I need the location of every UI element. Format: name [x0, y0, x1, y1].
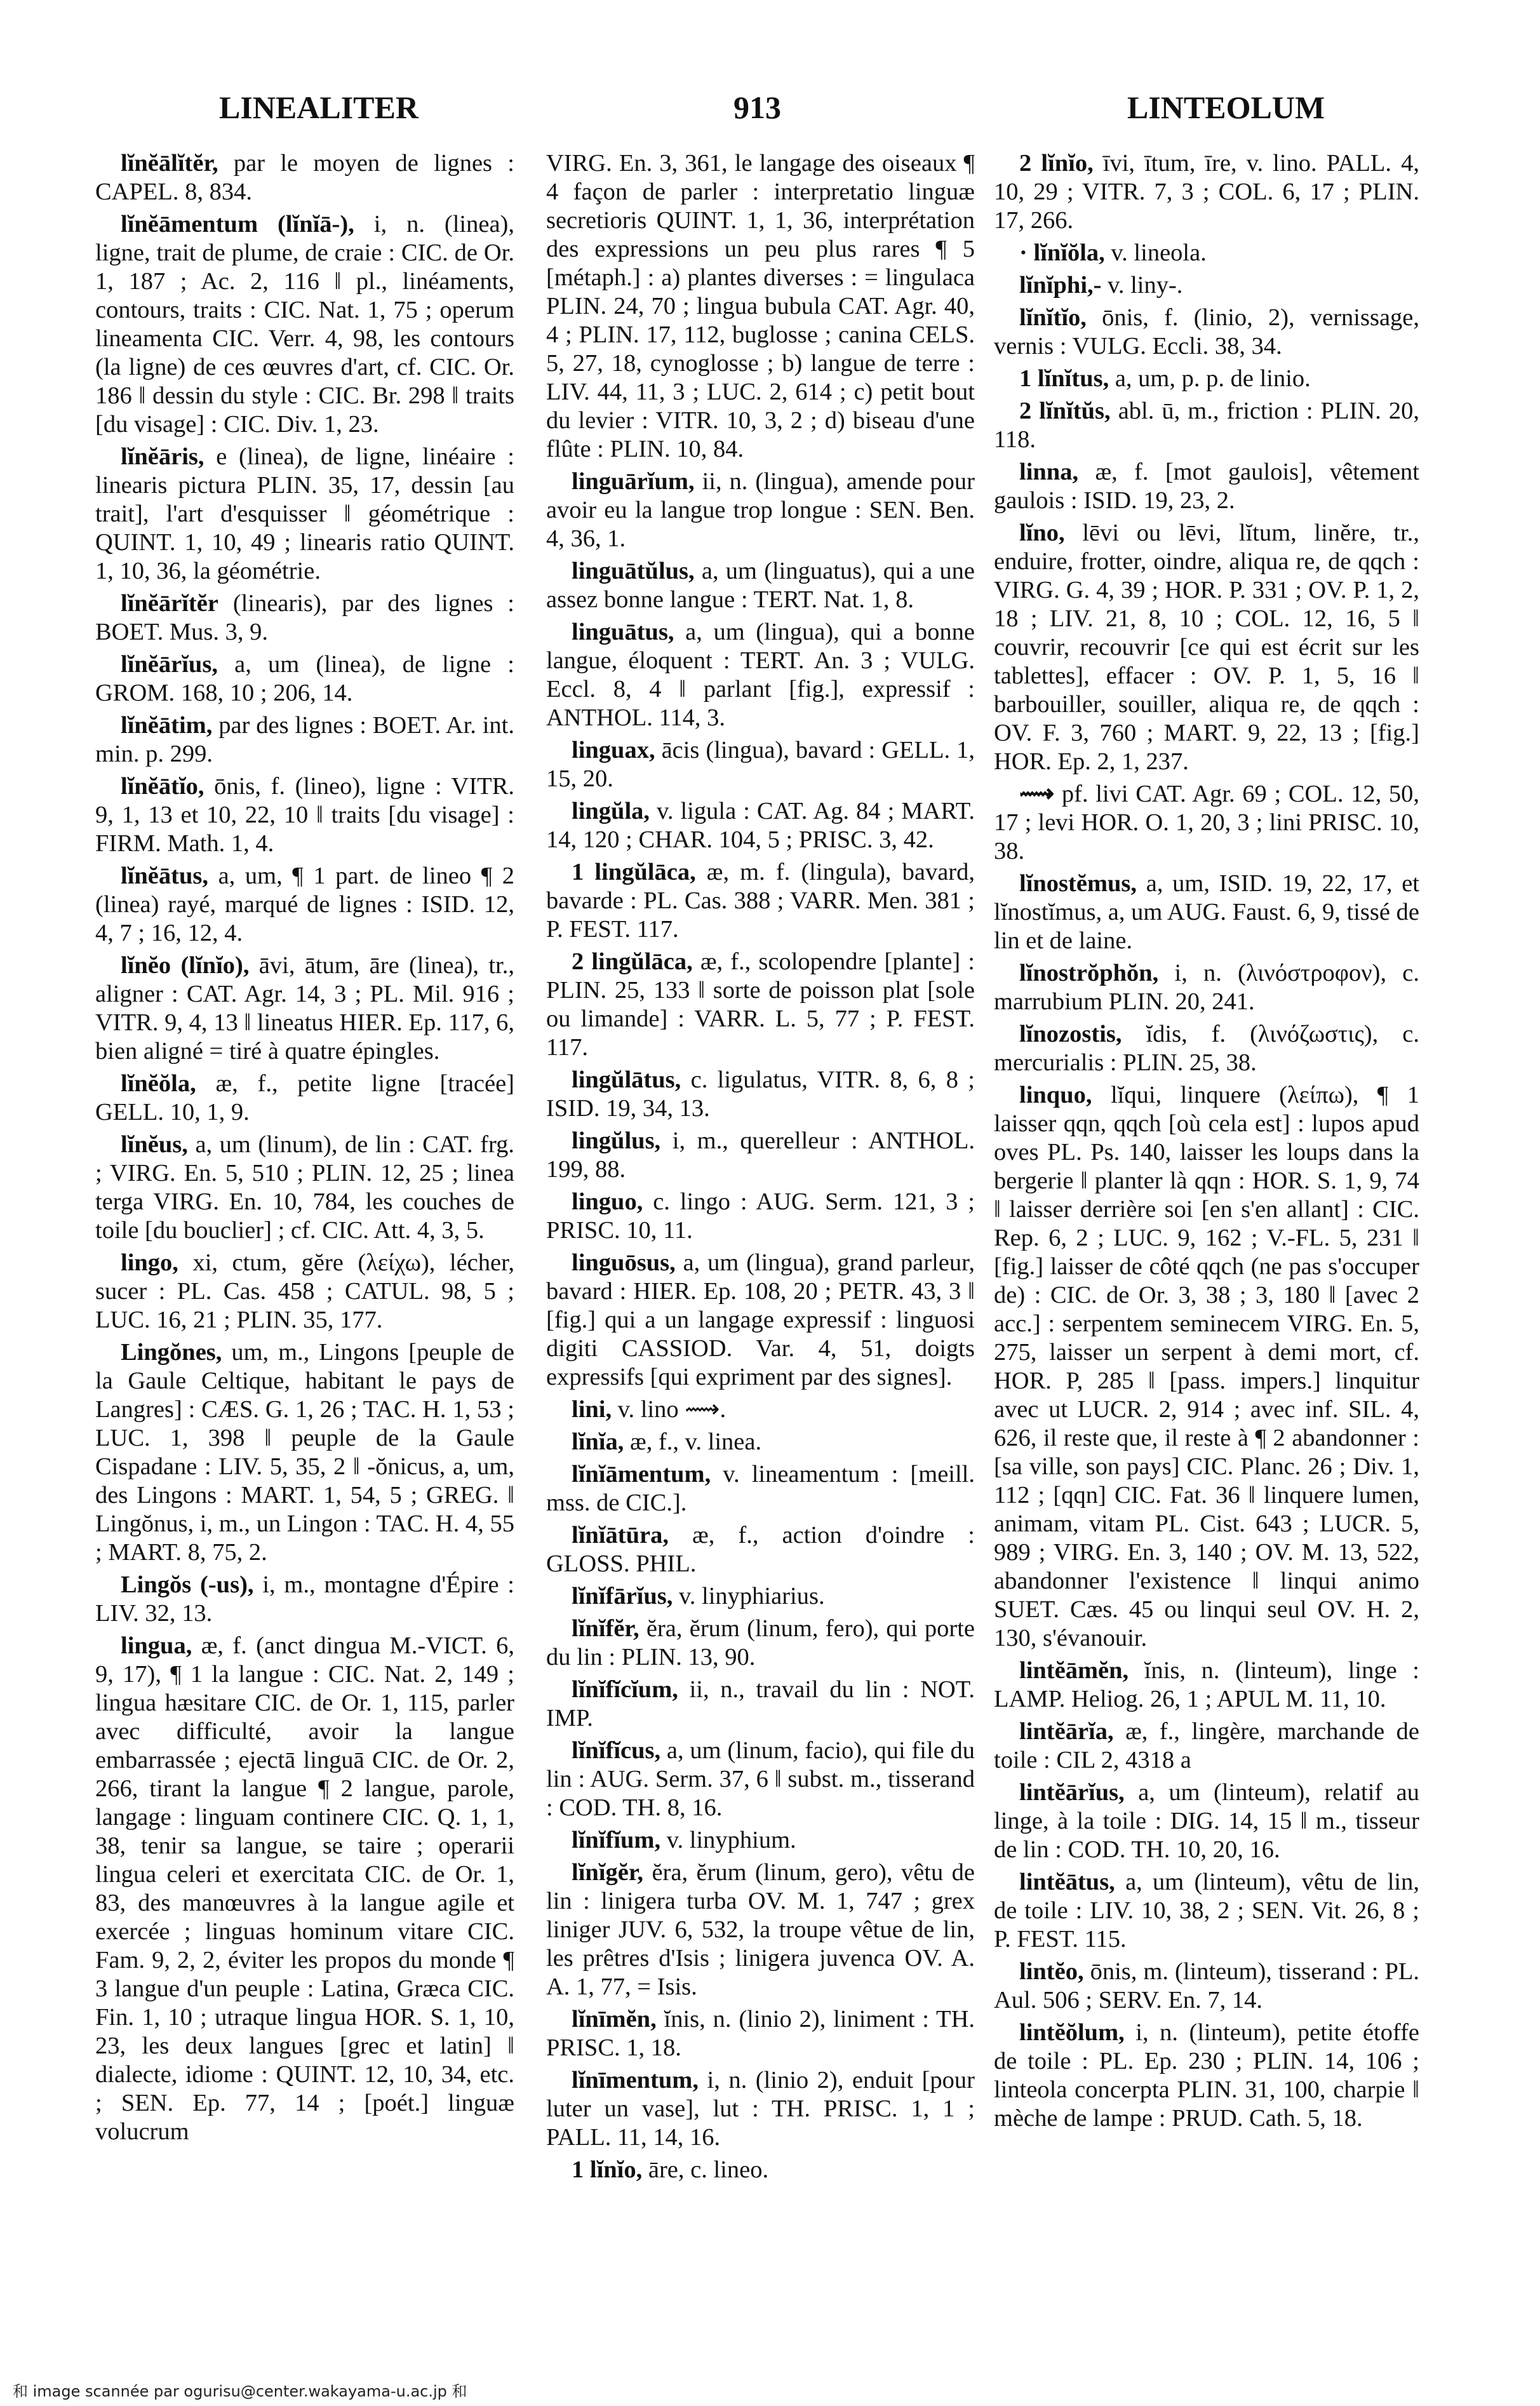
dictionary-entry	[95, 772, 514, 858]
definition: ĭnis, n. (linio 2), liniment : TH. PRISC. 1, 18.	[546, 2006, 975, 2061]
dictionary-entry	[546, 557, 975, 614]
dictionary-entry	[95, 1070, 514, 1127]
definition: i, m., montagne d'Épire : LIV. 32, 13.	[95, 1571, 514, 1627]
definition: a, um (linum), de lin : CAT. frg. ; VIRG. En. 5, 510 ; PLIN. 12, 25 ; linea terga VIRG. En. 10, 784, les couches de toile [du bouclier] ; cf. CIC. Att. 4, 3, 5.	[95, 1131, 514, 1244]
column-1	[95, 149, 514, 2239]
definition: (linearis), par des lignes : BOET. Mus. 3, 9.	[95, 590, 514, 645]
dictionary-entry	[994, 1958, 1419, 2015]
dictionary-entry	[546, 2005, 975, 2062]
dictionary-entry	[95, 149, 514, 206]
dictionary-entry	[95, 210, 514, 439]
definition: æ, f., action d'oindre : GLOSS. PHIL.	[546, 1522, 975, 1577]
header-right-word: LINTEOLUM	[1127, 90, 1325, 125]
dictionary-entry	[994, 1868, 1419, 1954]
headword: lintĕātus,	[1019, 1869, 1115, 1895]
headword: 2 lĭnĭo,	[1019, 150, 1094, 177]
dictionary-entry	[546, 1521, 975, 1578]
dictionary-entry	[95, 589, 514, 647]
headword: lĭnĕālĭtĕr,	[121, 150, 218, 177]
definition: e (linea), de ligne, linéaire : linearis pictura PLIN. 35, 17, dessin [au trait], l'art d'esquisser ‖ géométrique : QUINT. 1, 10, 49 ; linearis ratio QUINT. 1, 10, 36, la géométrie.	[95, 443, 514, 584]
definition: æ, f., scolopendre [plante] : PLIN. 25, 133 ‖ sorte de poisson plat [sole ou limande] : VARR. L. 5, 77 ; P. FEST. 117.	[546, 948, 975, 1061]
dictionary-entry	[95, 951, 514, 1066]
headword: lĭnĭgĕr,	[572, 1859, 644, 1886]
headword: lĭnīmentum,	[572, 2067, 699, 2093]
definition: i, n. (λινόστροφον), c. marrubium PLIN. 20, 241.	[994, 960, 1419, 1015]
headword: lĭno,	[1019, 520, 1065, 546]
definition: ācis (lingua), bavard : GELL. 1, 15, 20.	[546, 737, 975, 792]
headword: lĭnĕātus,	[121, 863, 208, 889]
definition: āre, c. lineo.	[648, 2156, 769, 2183]
headword: lintĕārĭa,	[1019, 1718, 1114, 1745]
dictionary-entry	[546, 736, 975, 793]
definition: par le moyen de lignes : CAPEL. 8, 834.	[95, 150, 514, 205]
definition: a, um (linum, facio), qui file du lin : AUG. Serm. 37, 6 ‖ subst. m., tisserand : COD. TH. 8, 16.	[546, 1737, 975, 1821]
dictionary-entry	[546, 1615, 975, 1672]
definition: ōnis, m. (linteum), tisserand : PL. Aul. 506 ; SERV. En. 7, 14.	[994, 1958, 1419, 2013]
column-2	[546, 149, 975, 2239]
headword: lintĕŏlum,	[1019, 2019, 1125, 2046]
definition: v. linyphium.	[666, 1827, 796, 1853]
dictionary-entry	[546, 1249, 975, 1392]
headword: lĭnĭtĭo,	[1019, 304, 1087, 331]
dictionary-entry	[994, 458, 1419, 515]
headword: lintĕo,	[1019, 1958, 1084, 1985]
headword: lĭnostĕmus,	[1019, 870, 1137, 897]
headword: lĭnostrŏphŏn,	[1019, 960, 1159, 986]
headword: 1 lĭnĭtus,	[1019, 365, 1109, 392]
headword: lĭnĭfĭum,	[572, 1827, 661, 1853]
definition: a, um, ¶ 1 part. de lineo ¶ 2 (linea) rayé, marqué de lignes : ISID. 12, 4, 7 ; 16, 12, 4.	[95, 863, 514, 946]
dictionary-entry	[546, 467, 975, 553]
headword: lĭnĕārĭtĕr	[121, 590, 218, 617]
page-header	[0, 89, 1540, 133]
headword: lĭnĕāris,	[121, 443, 204, 470]
definition: a, um (lingua), grand parleur, bavard : HIER. Ep. 108, 20 ; PETR. 43, 3 ‖ [fig.] qui a un langage expressif : linguosi digiti CASSIOD. Var. 4, 51, doigts expressifs [qui expriment par des signes].	[546, 1249, 975, 1390]
definition: v. lineamentum : [meill. mss. de CIC.].	[546, 1461, 975, 1516]
definition: ĕra, ĕrum (linum, gero), vêtu de lin : linigera turba OV. M. 1, 747 ; grex liniger JUV. 6, 532, la troupe vêtue de lin, les prêtres d'Isis ; linigera juvenca OV. A. A. 1, 77, = Isis.	[546, 1859, 975, 2000]
dictionary-entry	[95, 1131, 514, 1245]
definition: a, um (lingua), qui a bonne langue, éloquent : TERT. An. 3 ; VULG. Eccl. 8, 4 ‖ parlant [fig.], expressif : ANTHOL. 114, 3.	[546, 619, 975, 731]
definition: v. lineola.	[1111, 239, 1207, 266]
definition: āvi, ātum, āre (linea), tr., aligner : CAT. Agr. 14, 3 ; PL. Mil. 916 ; VITR. 9, 4, 13 ‖ lineatus HIER. Ep. 117, 6, bien aligné = tiré à quatre épingles.	[95, 952, 514, 1065]
dictionary-entry	[546, 1737, 975, 1822]
dictionary-entry	[994, 397, 1419, 454]
definition: ĕra, ĕrum (linum, fero), qui porte du lin : PLIN. 13, 90.	[546, 1615, 975, 1670]
definition: v. lino ⟿.	[617, 1396, 726, 1423]
headword: 2 lĭnĭtŭs,	[1019, 398, 1111, 424]
dictionary-entry	[546, 1826, 975, 1855]
definition: ii, n., travail du lin : NOT. IMP.	[546, 1676, 975, 1731]
dictionary-entry	[546, 2156, 975, 2184]
headword: lĭnĕārĭus,	[121, 651, 218, 678]
headword: lĭnĕŏla,	[121, 1070, 196, 1097]
dictionary-entry	[994, 1020, 1419, 1077]
headword: linguo,	[572, 1188, 643, 1215]
dictionary-entry	[95, 711, 514, 769]
dictionary-entry	[546, 2066, 975, 2152]
headword: linguax,	[572, 737, 655, 763]
dictionary-entry	[546, 1582, 975, 1611]
headword: linguātus,	[572, 619, 674, 645]
dictionary-entry	[546, 1066, 975, 1123]
definition: ōnis, f. (linio, 2), vernissage, vernis : VULG. Eccli. 38, 34.	[994, 304, 1419, 360]
headword: linna,	[1019, 459, 1079, 485]
definition: pf. livi CAT. Agr. 69 ; COL. 12, 50, 17 ; levi HOR. O. 1, 20, 3 ; lini PRISC. 10, 38.	[994, 781, 1419, 864]
dictionary-entry	[994, 780, 1419, 866]
dictionary-entry	[994, 1778, 1419, 1864]
headword: linguātŭlus,	[572, 558, 695, 584]
definition: lĭqui, linquere (λείπω), ¶ 1 laisser qqn, qqch [où cela est] : lupos apud oves PL. Ps. 140, laisser les loups dans la bergerie ‖ planter là qqn : HOR. S. 1, 9, 74 ‖ laisser derrière soi [en s'en allant] : CIC. Rep. 6, 2 ; LUC. 9, 162 ; V.-FL. 5, 231 ‖ [fig.] laisser de côté qqch (ne pas s'occuper de) : CIC. de Or. 3, 38 ; 3, 180 ‖ [avec 2 acc.] : serpentem seminecem VIRG. En. 5, 275, laisser un serpent à demi mort, cf. HOR. P, 285 ‖ [pass. impers.] linquitur avec ut LUCR. 2, 914 ; avec inf. SIL. 4, 626, il reste que, il reste à ¶ 2 abandonner : [sa ville, son pays] CIC. Planc. 26 ; Div. 1, 112 ; [qqn] CIC. Fat. 36 ‖ linquere lumen, animam, vitam PL. Cist. 643 ; LUCR. 5, 989 ; VIRG. En. 3, 140 ; OV. M. 13, 522, abandonner l'existence ‖ linqui animo SUET. Cæs. 45 ou linqui seul OV. H. 2, 130, s'évanouir.	[994, 1082, 1419, 1651]
headword: lintĕārĭus,	[1019, 1779, 1125, 1806]
definition: abl. ū, m., friction : PLIN. 20, 118.	[994, 398, 1419, 453]
definition: a, um (linteum), relatif au linge, à la toile : DIG. 14, 15 ‖ m., tisseur de lin : COD. TH. 10, 20, 16.	[994, 1779, 1419, 1863]
dictionary-entry	[994, 304, 1419, 361]
definition: ĭnis, n. (linteum), linge : LAMP. Heliog. 26, 1 ; APUL M. 11, 10.	[994, 1657, 1419, 1712]
headword: lĭnĭātūra,	[572, 1522, 669, 1549]
definition: xi, ctum, gĕre (λείχω), lécher, sucer : PL. Cas. 458 ; CATUL. 98, 5 ; LUC. 16, 21 ; PLIN. 35, 177.	[95, 1249, 514, 1333]
dictionary-entry	[994, 1717, 1419, 1775]
headword: lĭnīmĕn,	[572, 2006, 657, 2033]
headword: lĭnĭfĭcus,	[572, 1737, 661, 1764]
definition: i, n. (linea), ligne, trait de plume, de craie : CIC. de Or. 1, 187 ; Ac. 2, 116 ‖ pl., linéaments, contours, traits : CIC. Nat. 1, 75 ; operum lineamenta CIC. Verr. 4, 98, les contours (la ligne) de ces œuvres d'art, cf. CIC. Or. 186 ‖ dessin du style : CIC. Br. 298 ‖ traits [du visage] : CIC. Div. 1, 23.	[95, 211, 514, 438]
header-left-word: LINEALITER	[219, 90, 418, 125]
dictionary-entry	[546, 797, 975, 854]
headword: 1 lingŭlāca,	[572, 859, 696, 885]
definition: æ, f., lingère, marchande de toile : CIL 2, 4318 a	[994, 1718, 1419, 1773]
definition: æ, m. f. (lingula), bavard, bavarde : PL. Cas. 388 ; VARR. Men. 381 ; P. FEST. 117.	[546, 859, 975, 943]
headword: lĭnĕus,	[121, 1131, 188, 1158]
dictionary-entry	[546, 149, 975, 464]
definition: īvi, ītum, īre, v. lino. PALL. 4, 10, 29 ; VITR. 7, 3 ; COL. 6, 17 ; PLIN. 17, 266.	[994, 150, 1419, 234]
definition: ĭdis, f. (λινόζωστις), c. mercurialis : PLIN. 25, 38.	[994, 1021, 1419, 1076]
headword: lingo,	[121, 1249, 178, 1276]
headword: 1 lĭnĭo,	[572, 2156, 643, 2183]
definition: v. liny-.	[1108, 272, 1183, 299]
dictionary-entry	[546, 1188, 975, 1245]
dictionary-entry	[994, 870, 1419, 955]
headword: lĭnĭphi,-	[1019, 272, 1102, 299]
definition: æ, f., v. linea.	[630, 1428, 762, 1455]
headword: lĭnĭfārĭus,	[572, 1583, 673, 1610]
definition: lēvi ou lēvi, lĭtum, linĕre, tr., enduire, frotter, oindre, aliqua re, de qqch : VIRG. G. 4, 39 ; HOR. P. 331 ; OV. P. 1, 2, 18 ; LIV. 21, 8, 10 ; COL. 12, 16, 5 ‖ couvrir, recouvrir [ce qui est écrit sur les tablettes], effacer : OV. P. 1, 5, 16 ‖ barbouiller, souiller, aliqua re, de qqch : OV. F. 3, 760 ; MART. 9, 22, 13 ; [fig.] HOR. Ep. 2, 1, 237.	[994, 520, 1419, 775]
definition: æ, f., petite ligne [tracée] GELL. 10, 1, 9.	[95, 1070, 514, 1126]
definition: a, um, p. p. de linio.	[1115, 365, 1311, 392]
dictionary-entry	[546, 1428, 975, 1456]
definition: um, m., Lingons [peuple de la Gaule Celtique, habitant le pays de Langres] : CÆS. G. 1, 26 ; TAC. H. 1, 53 ; LUC. 1, 398 ‖ peuple de la Gaule Cispadane : LIV. 5, 35, 2 ‖ -ŏnicus, a, um, des Lingons : MART. 1, 54, 5 ; GREG. ‖ Lingŏnus, i, m., un Lingon : TAC. H. 4, 55 ; MART. 8, 75, 2.	[95, 1339, 514, 1566]
dictionary-entry	[546, 1127, 975, 1184]
headword: lĭnĭfĭcĭum,	[572, 1676, 678, 1703]
headword: lĭnĕātim,	[121, 712, 213, 739]
dictionary-entry	[994, 149, 1419, 235]
definition: v. ligula : CAT. Ag. 84 ; MART. 14, 120 ; CHAR. 104, 5 ; PRISC. 3, 42.	[546, 798, 975, 853]
dictionary-entry	[546, 858, 975, 944]
headword: lĭnĕātĭo,	[121, 773, 204, 800]
headword: lĭnĕo (lĭnĭo),	[121, 952, 250, 979]
dictionary-entry	[95, 1249, 514, 1334]
page-number: 913	[733, 90, 781, 125]
dictionary-entry	[95, 1571, 514, 1628]
dictionary-entry	[546, 1858, 975, 2001]
headword: linquo,	[1019, 1082, 1092, 1108]
definition: par des lignes : BOET. Ar. int. min. p. 299.	[95, 712, 514, 767]
dictionary-entry	[994, 959, 1419, 1016]
headword: ⟿	[1019, 781, 1055, 807]
dictionary-entry	[95, 1338, 514, 1567]
dictionary-entry	[994, 239, 1419, 267]
definition: a, um (linguatus), qui a une assez bonne langue : TERT. Nat. 1, 8.	[546, 558, 975, 613]
dictionary-entry	[994, 271, 1419, 300]
dictionary-entry	[546, 618, 975, 732]
headword: 2 lingŭlāca,	[572, 948, 693, 975]
dictionary-entry	[546, 1460, 975, 1517]
headword: · lĭnĭŏla,	[1019, 239, 1105, 266]
dictionary-entry	[546, 1676, 975, 1733]
definition: a, um (linea), de ligne : GROM. 168, 10 ; 206, 14.	[95, 651, 514, 706]
dictionary-entry	[994, 519, 1419, 776]
headword: Lingŏnes,	[121, 1339, 222, 1366]
definition: c. ligulatus, VITR. 8, 6, 8 ; ISID. 19, 34, 13.	[546, 1066, 975, 1122]
headword: lini,	[572, 1396, 612, 1423]
column-3	[994, 149, 1419, 2239]
headword: lingŭlus,	[572, 1127, 661, 1154]
headword: Lingŏs (-us),	[121, 1571, 254, 1598]
headword: linguārĭum,	[572, 468, 695, 495]
headword: lĭnĭāmentum,	[572, 1461, 711, 1488]
definition: æ, f. [mot gaulois], vêtement gaulois : ISID. 19, 23, 2.	[994, 459, 1419, 514]
definition: VIRG. En. 3, 361, le langage des oiseaux ¶ 4 façon de parler : interpretatio linguæ secretioris QUINT. 1, 1, 36, interprétation des expressions un peu plus rares ¶ 5 [métaph.] : a) plantes diverses : = lingulaca PLIN. 24, 70 ; lingua bubula CAT. Agr. 40, 4 ; PLIN. 17, 112, buglosse ; canina CELS. 5, 27, 18, cynoglosse ; b) langue de terre : LIV. 44, 11, 3 ; LUC. 2, 614 ; c) petit bout du levier : VITR. 10, 3, 2 ; d) biseau d'une flûte : PLIN. 10, 84.	[546, 150, 975, 462]
definition: c. lingo : AUG. Serm. 121, 3 ; PRISC. 10, 11.	[546, 1188, 975, 1244]
dictionary-entry	[994, 365, 1419, 393]
dictionary-entry	[95, 1632, 514, 2146]
headword: lĭnĕāmentum (lĭnĭā-),	[121, 211, 354, 238]
headword: lingŭlātus,	[572, 1066, 681, 1093]
headword: lingua,	[121, 1632, 192, 1659]
definition: ii, n. (lingua), amende pour avoir eu la langue trop longue : SEN. Ben. 4, 36, 1.	[546, 468, 975, 552]
headword: lintĕāmĕn,	[1019, 1657, 1129, 1684]
headword: lĭnĭa,	[572, 1428, 624, 1455]
definition: i, n. (linteum), petite étoffe de toile : PL. Ep. 230 ; PLIN. 14, 106 ; linteola concerpta PLIN. 31, 100, charpie ‖ mèche de lampe : PRUD. Cath. 5, 18.	[994, 2019, 1419, 2132]
dictionary-entry	[994, 2019, 1419, 2133]
dictionary-entry	[95, 650, 514, 708]
dictionary-entry	[546, 948, 975, 1062]
definition: ōnis, f. (lineo), ligne : VITR. 9, 1, 13 et 10, 22, 10 ‖ traits [du visage] : FIRM. Math. 1, 4.	[95, 773, 514, 857]
definition: a, um (linteum), vêtu de lin, de toile : LIV. 10, 38, 2 ; SEN. Vit. 26, 8 ; P. FEST. 115.	[994, 1869, 1419, 1952]
headword: linguōsus,	[572, 1249, 676, 1276]
dictionary-entry	[95, 862, 514, 948]
definition: æ, f. (anct dingua M.-VICT. 6, 9, 17), ¶ 1 la langue : CIC. Nat. 2, 149 ; lingua hæsitare CIC. de Or. 1, 115, parler avec difficulté, avoir la langue embarrassée ; ejectā linguā CIC. de Or. 2, 266, tirant la langue ¶ 2 langue, parole, langage : linguam continere CIC. Q. 1, 1, 38, tenir sa langue, se taire ; operarii lingua celeri et exercitata CIC. de Or. 1, 83, des manœuvres à la langue agile et exercée ; linguas hominum vitare CIC. Fam. 9, 2, 2, éviter les propos du monde ¶ 3 langue d'un peuple : Latina, Græca CIC. Fin. 1, 10 ; utraque lingua HOR. S. 1, 10, 23, les deux langues [grec et latin] ‖ dialecte, idiome : QUINT. 12, 10, 34, etc. ; SEN. Ep. 77, 14 ; [poét.] linguæ volucrum	[95, 1632, 514, 2145]
definition: i, m., querelleur : ANTHOL. 199, 88.	[546, 1127, 975, 1183]
definition: a, um, ISID. 19, 22, 17, et lĭnostĭmus, a, um AUG. Faust. 6, 9, tissé de lin et de laine.	[994, 870, 1419, 954]
definition: i, n. (linio 2), enduit [pour luter un vase], lut : TH. PRISC. 1, 1 ; PALL. 11, 14, 16.	[546, 2067, 975, 2151]
headword: lĭnozostis,	[1019, 1021, 1122, 1047]
definition: v. linyphiarius.	[679, 1583, 825, 1610]
headword: lĭnĭfĕr,	[572, 1615, 639, 1642]
dictionary-entry	[95, 443, 514, 586]
dictionary-entry	[994, 1657, 1419, 1714]
headword: lingŭla,	[572, 798, 650, 824]
dictionary-entry	[994, 1081, 1419, 1653]
dictionary-entry	[546, 1395, 975, 1424]
scan-credit: 和 image scannée par ogurisu@center.wakayama-u.ac.jp 和	[13, 2382, 467, 2400]
